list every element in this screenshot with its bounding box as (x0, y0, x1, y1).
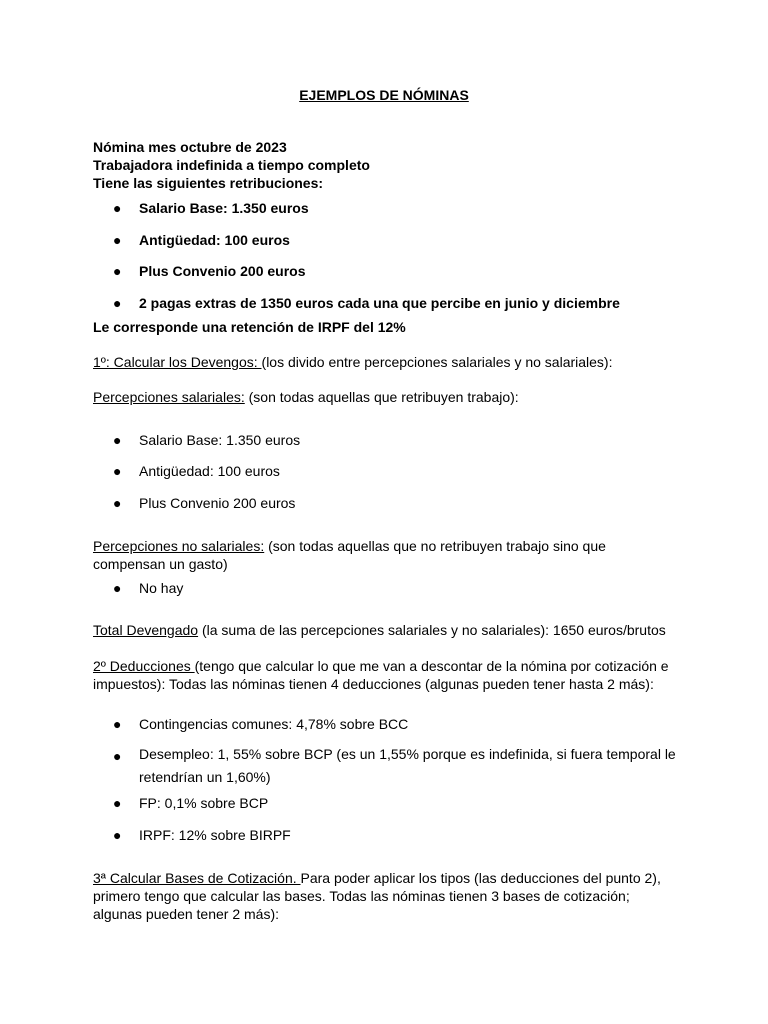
no-salariales-text: (son todas aquellas que no retribuyen trabajo sino que compensan un gasto) (93, 538, 606, 572)
list-item-text: No hay (139, 580, 184, 596)
header-line-contract: Trabajadora indefinida a tiempo completo (93, 157, 370, 173)
bullet-icon: ● (113, 263, 122, 279)
total-paragraph (93, 622, 693, 639)
document-title: EJEMPLOS DE NÓMINAS (299, 87, 469, 103)
bullet-icon: ● (113, 432, 122, 448)
step2-text: (tengo que calcular lo que me van a descontar de la nómina por cotización e impuestos): Todas las nóminas tienen 4 deducciones (algunas pueden tener hasta 2 más): (93, 658, 669, 692)
bullet-icon: ● (113, 580, 122, 596)
bullet-icon: ● (113, 463, 122, 479)
list-item-text: Contingencias comunes: 4,78% sobre BCC (139, 716, 409, 732)
list-item-text: Antigüedad: 100 euros (139, 463, 280, 479)
list-item-text: Plus Convenio 200 euros (139, 495, 296, 511)
header-line-intro: Tiene las siguientes retribuciones: (93, 175, 324, 191)
total-text: (la suma de las percepciones salariales y no salariales): 1650 euros/brutos (198, 622, 666, 638)
step3-label: 3ª Calcular Bases de Cotización. (93, 870, 301, 886)
bullet-icon: ● (113, 716, 122, 732)
salariales-text: (son todas aquellas que retribuyen trabajo): (244, 389, 519, 405)
retencion-line: Le corresponde una retención de IRPF del 12% (93, 319, 406, 335)
header-line-month: Nómina mes octubre de 2023 (93, 139, 287, 155)
no-salariales-label: Percepciones no salariales: (93, 538, 265, 554)
step3-text: Para poder aplicar los tipos (las deducciones del punto 2), primero tengo que calcular las bases. Todas las nóminas tienen 3 bases de cotización; algunas pueden tener 2 más): (93, 870, 661, 922)
list-item-text: Salario Base: 1.350 euros (139, 432, 301, 448)
list-item-text: Plus Convenio 200 euros (139, 263, 306, 279)
no-salariales-paragraph (93, 537, 653, 573)
step1-paragraph (93, 354, 693, 371)
salariales-label: Percepciones salariales: (93, 389, 245, 405)
bullet-icon: ● (113, 748, 122, 764)
step3-paragraph (93, 869, 673, 923)
total-label: Total Devengado (93, 622, 199, 638)
bullet-icon: ● (113, 495, 122, 511)
bullet-icon: ● (113, 795, 122, 811)
step2-paragraph (93, 657, 683, 693)
list-item-text: FP: 0,1% sobre BCP (139, 795, 269, 811)
bullet-icon: ● (113, 827, 122, 843)
list-item-text: Antigüedad: 100 euros (139, 232, 290, 248)
step2-label: 2º Deducciones (93, 658, 195, 674)
salariales-paragraph (93, 389, 693, 406)
step1-label: 1º: Calcular los Devengos: (93, 354, 262, 370)
step1-text: (los divido entre percepciones salariales y no salariales): (261, 354, 613, 370)
list-item-text: 2 pagas extras de 1350 euros cada una que percibe en junio y diciembre (139, 295, 620, 311)
list-item-text: Desempleo: 1, 55% sobre BCP (es un 1,55% porque es indefinida, si fuera temporal le retendrían un 1,60%) (139, 746, 676, 785)
bullet-icon: ● (113, 232, 122, 248)
bullet-icon: ● (113, 295, 122, 311)
bullet-icon: ● (113, 200, 122, 216)
list-item-text: Salario Base: 1.350 euros (139, 200, 309, 216)
list-item-text: IRPF: 12% sobre BIRPF (139, 827, 291, 843)
